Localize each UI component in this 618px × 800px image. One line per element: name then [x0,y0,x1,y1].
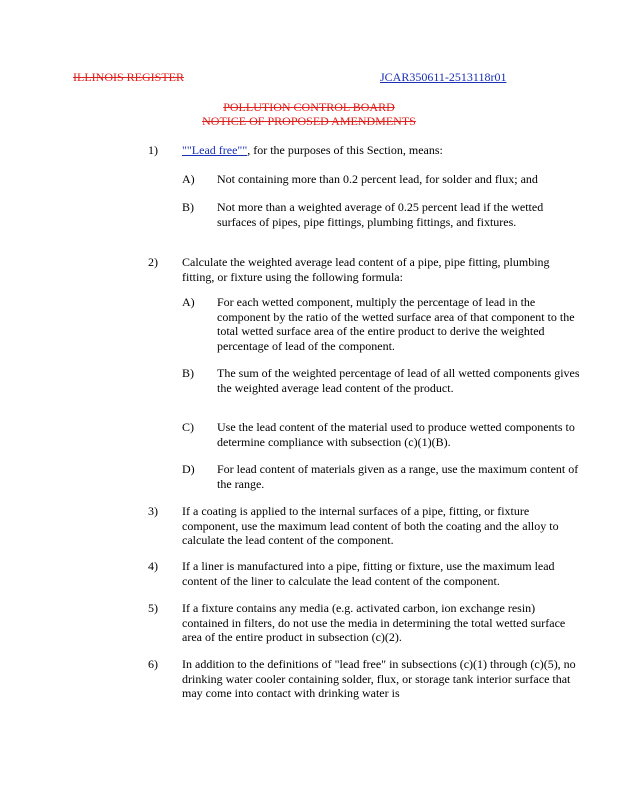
subitem-letter: B) [182,366,194,380]
subitem-text: The sum of the weighted percentage of lead of all wetted components gives the weighted average lead content of the product. [217,366,580,395]
board-title: POLLUTION CONTROL BOARD [223,100,395,114]
item-text-body: , for the purposes of this Section, means: [247,143,443,157]
item-number: 5) [148,601,158,615]
item-text: If a liner is manufactured into a pipe, fitting or fixture, use the maximum lead content of the liner to calculate the lead content of the component. [182,559,555,588]
subitem-letter: D) [182,462,195,476]
subitem-letter: A) [182,172,195,186]
subitem-letter: B) [182,200,194,214]
subitem-letter: C) [182,420,194,434]
item-number: 3) [148,504,158,518]
item-number: 2) [148,255,158,269]
document-id: JCAR350611-2513118r01 [380,70,507,84]
subitem-text: Not containing more than 0.2 percent lead, for solder and flux; and [217,172,538,186]
notice-title: NOTICE OF PROPOSED AMENDMENTS [202,114,416,128]
inserted-term: ""Lead free"" [182,143,248,157]
item-number: 4) [148,559,158,573]
item-text: If a coating is applied to the internal surfaces of a pipe, fitting, or fixture component, use the maximum lead content of both the coating and the alloy to calculate the lead content of the component. [182,504,559,547]
item-text [182,143,580,158]
subitem-text: For each wetted component, multiply the percentage of lead in the component by the ratio of the wetted surface area of that component to the total wetted surface area of the entire product to derive the weighted percentage of lead of the component. [217,295,575,353]
item-text: In addition to the definitions of "lead free" in subsections (c)(1) through (c)(5), no drinking water cooler containing solder, flux, or storage tank interior surface that may come into contact with drinking water is [182,657,576,700]
register-title: ILLINOIS REGISTER [73,70,184,84]
item-number: 1) [148,143,158,157]
subitem-text: Use the lead content of the material used to produce wetted components to determine compliance with subsection (c)(1)(B). [217,420,575,449]
subitem-text: Not more than a weighted average of 0.25 percent lead if the wetted surfaces of pipes, pipe fittings, plumbing fittings, and fixtures. [217,200,544,229]
subitem-text: For lead content of materials given as a range, use the maximum content of the range. [217,462,579,491]
item-text: Calculate the weighted average lead content of a pipe, pipe fitting, plumbing fitting, or fixture using the following formula: [182,255,550,284]
item-text: If a fixture contains any media (e.g. activated carbon, ion exchange resin) contained in filters, do not use the media in determining the total wetted surface area of the entire product in subsection (c)(2). [182,601,566,644]
item-number: 6) [148,657,158,671]
subitem-letter: A) [182,295,195,309]
